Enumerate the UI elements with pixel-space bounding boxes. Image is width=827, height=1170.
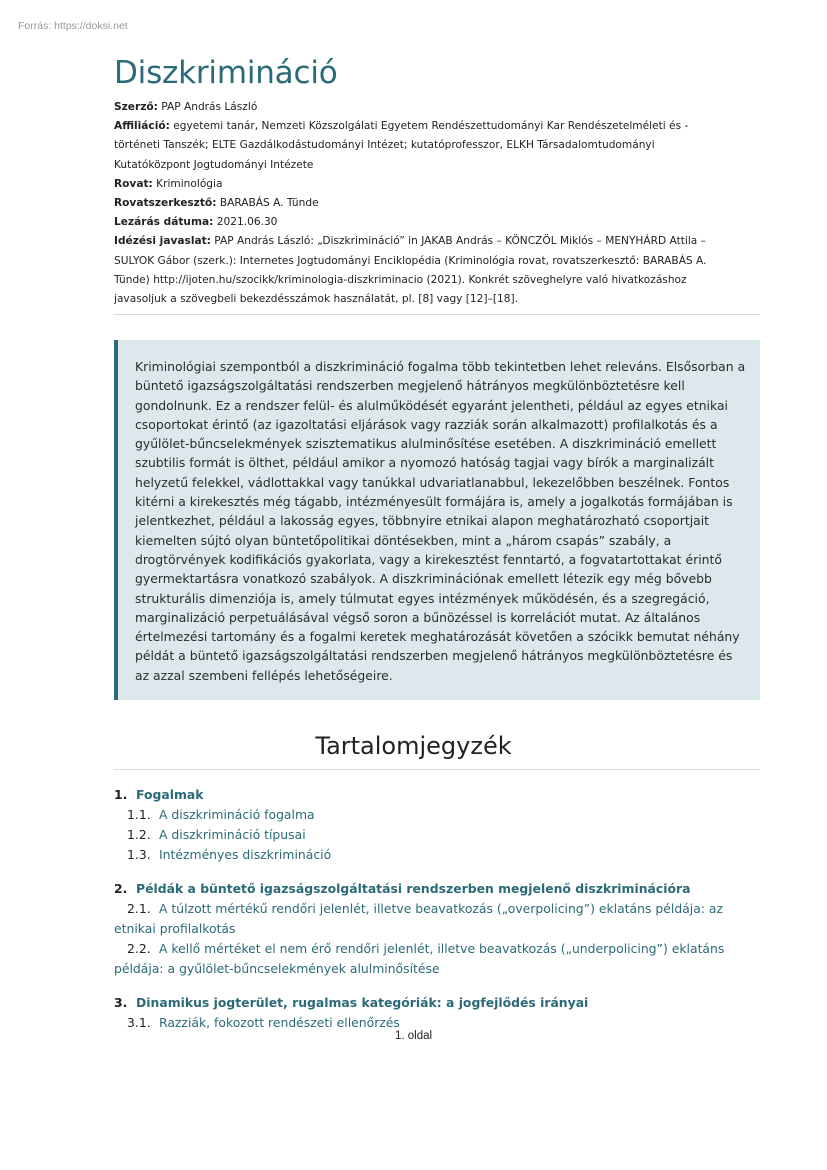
toc-divider <box>114 769 760 770</box>
toc-item-number: 2.1. <box>127 901 151 916</box>
table-of-contents <box>114 785 760 1033</box>
toc-item-number: 2.2. <box>127 941 151 956</box>
toc-section-number: 1. <box>114 787 128 802</box>
affiliation-label: Affiliáció: <box>114 120 170 133</box>
closed-date-value: 2021.06.30 <box>216 216 278 229</box>
toc-title: Tartalomjegyzék <box>315 732 512 760</box>
closed-date-label: Lezárás dátuma: <box>114 216 214 229</box>
toc-section-link[interactable]: Dinamikus jogterület, rugalmas kategóriák: a jogfejlődés irányai <box>136 995 589 1010</box>
editor-line <box>114 194 714 213</box>
citation-label: Idézési javaslat: <box>114 235 211 248</box>
author-line <box>114 98 714 117</box>
toc-item-link[interactable]: Razziák, fokozott rendészeti ellenőrzés <box>159 1015 400 1030</box>
toc-section-link[interactable]: Példák a büntető igazságszolgáltatási rendszerben megjelenő diszkriminációra <box>136 881 691 896</box>
closed-date-line <box>114 213 714 232</box>
toc-section-number: 3. <box>114 995 128 1010</box>
toc-item-1-2[interactable] <box>114 825 760 845</box>
abstract-text: Kriminológiai szempontból a diszkrimináció fogalma több tekintetben lehet releváns. Elsősorban a büntető igazságszolgáltatási rendszerben megjelenő hátrányos megkülönböztetésre kell gondolnunk. Ez a rendszer felül- és alulműködését egyaránt jelentheti, például az egyes etnikai csoportokat érintő (az igazoltatási eljárások vagy razziák során alkalmazott) profilalkotás és a gyűlölet-bűncselekmények szisztematikus alulminősítése esetében. A diszkrimináció emellett szubtilis formát is ölthet, például amikor a nyomozó hatóság tagjai vagy bírók a marginalizált helyzetű felekkel, vádlottakkal vagy tanúkkal udvariatlanabbul, lekezelőbben beszélnek. Fontos kitérni a kirekesztés még tágabb, intézményesült formájára is, amely a jogalkotás formájában is jelentkezhet, például a lakosság egyes, többnyire etnikai alapon meghatározható csoportjait kiemelten sújtó olyan büntetőpolitikai döntésekben, mint a „három csapás” szabály, a drogtörvények kodifikációs gyakorlata, vagy a kirekesztést fenntartó, a fogvatartottakat érintő gyermektartásra vonatkozó szabályok. A diszkriminációnak emellett létezik egy még bővebb strukturális dimenziója is, amely túlmutat egyes intézmények működésén, és a szegregáció, marginalizáció perpetuálásával végső soron a bűnözéssel is korrelációt mutat. Az általános értelmezési tartomány és a fogalmi keretek meghatározását követően a szócikk bemutat néhány példát a büntető igazságszolgáltatási rendszerben megjelenő hátrányos megkülönböztetésre és az azzal szembeni fellépés lehetőségeire. <box>135 359 746 683</box>
page-title: Diszkrimináció <box>114 55 338 91</box>
page-number: 1. oldal <box>394 1030 433 1042</box>
source-note: Forrás: https://doksi.net <box>18 20 128 32</box>
toc-section-number: 2. <box>114 881 128 896</box>
toc-item-link[interactable]: A kellő mértéket el nem érő rendőri jelenlét, illetve beavatkozás („underpolicing”) eklatáns példája: a gyűlölet-bűncselekmények alulminősítése <box>114 941 725 976</box>
toc-item-number: 1.2. <box>127 827 151 842</box>
toc-item-link[interactable]: A túlzott mértékű rendőri jelenlét, illetve beavatkozás („overpolicing”) eklatáns példája: az etnikai profilalkotás <box>114 901 724 936</box>
toc-item-number: 1.3. <box>127 847 151 862</box>
toc-item-1-3[interactable] <box>114 845 760 865</box>
toc-section-2[interactable] <box>114 879 760 899</box>
citation-value: PAP András László: „Diszkrimináció” in JAKAB András – KÖNCZÖL Miklós – MENYHÁRD Attila – SULYOK Gábor (szerk.): Internetes Jogtudományi Enciklopédia (Kriminológia rovat, rovatszerkesztő: BARABÁS A. Tünde) http://ijoten.hu/szocikk/kriminologia-diszkriminacio (2021). Konkrét szöveghelyre való hivatkozáshoz javasoljuk a szövegbeli bekezdésszámok használatát, pl. [8] vagy [12]–[18]. <box>114 235 707 306</box>
affiliation-value: egyetemi tanár, Nemzeti Közszolgálati Egyetem Rendészettudományi Kar Rendészetelméleti és -történeti Tanszék; ELTE Gazdálkodástudományi Intézet; kutatóprofesszor, ELKH Társadalomtudományi Kutatóközpont Jogtudományi Intézete <box>114 120 689 171</box>
editor-value: BARABÁS A. Tünde <box>219 197 319 210</box>
toc-section-3[interactable] <box>114 993 760 1013</box>
editor-label: Rovatszerkesztő: <box>114 197 217 210</box>
toc-section-1[interactable] <box>114 785 760 805</box>
toc-item-2-1[interactable] <box>114 899 760 939</box>
citation-line <box>114 232 714 309</box>
article-metadata <box>114 98 714 309</box>
toc-item-1-1[interactable] <box>114 805 760 825</box>
affiliation-line <box>114 117 714 175</box>
toc-item-link[interactable]: A diszkrimináció fogalma <box>159 807 315 822</box>
header-divider <box>114 314 760 315</box>
toc-section-link[interactable]: Fogalmak <box>136 787 204 802</box>
toc-item-number: 3.1. <box>127 1015 151 1030</box>
toc-item-link[interactable]: A diszkrimináció típusai <box>159 827 306 842</box>
section-label: Rovat: <box>114 177 153 190</box>
section-line <box>114 175 714 194</box>
section-value: Kriminológia <box>156 177 223 190</box>
toc-item-2-2[interactable] <box>114 939 760 979</box>
toc-item-link[interactable]: Intézményes diszkrimináció <box>159 847 332 862</box>
abstract-box <box>114 340 760 700</box>
toc-item-number: 1.1. <box>127 807 151 822</box>
author-value: PAP András László <box>161 101 258 113</box>
author-label: Szerző: <box>114 101 158 113</box>
